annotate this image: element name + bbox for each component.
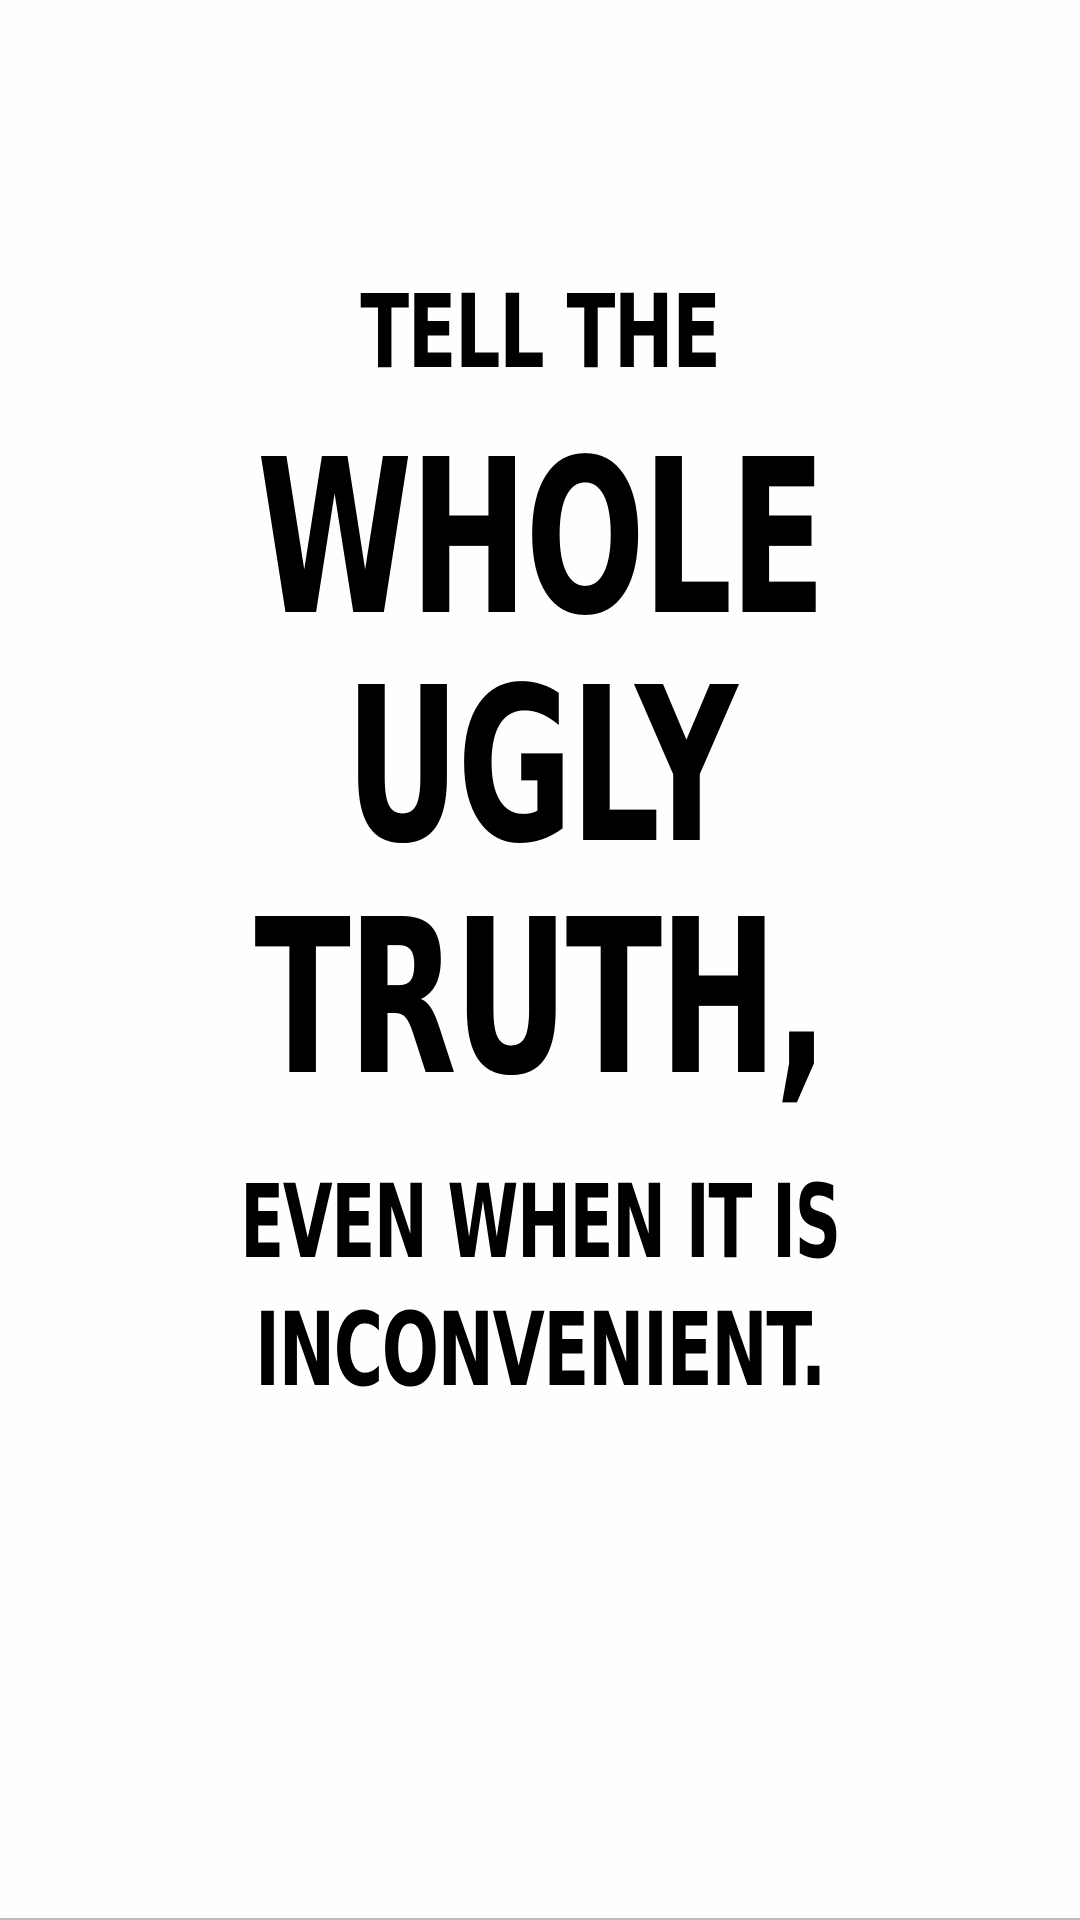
quote-line-4: TRUTH, (254, 874, 826, 1123)
quote-line-6: INCONVENIENT. (255, 1291, 825, 1410)
quote-line-1: TELL THE (360, 273, 720, 392)
quote-line-5: EVEN WHEN IT IS (240, 1163, 840, 1282)
quote-line-2: WHOLE (256, 414, 824, 663)
quote-line-3: UGLY (345, 642, 735, 891)
